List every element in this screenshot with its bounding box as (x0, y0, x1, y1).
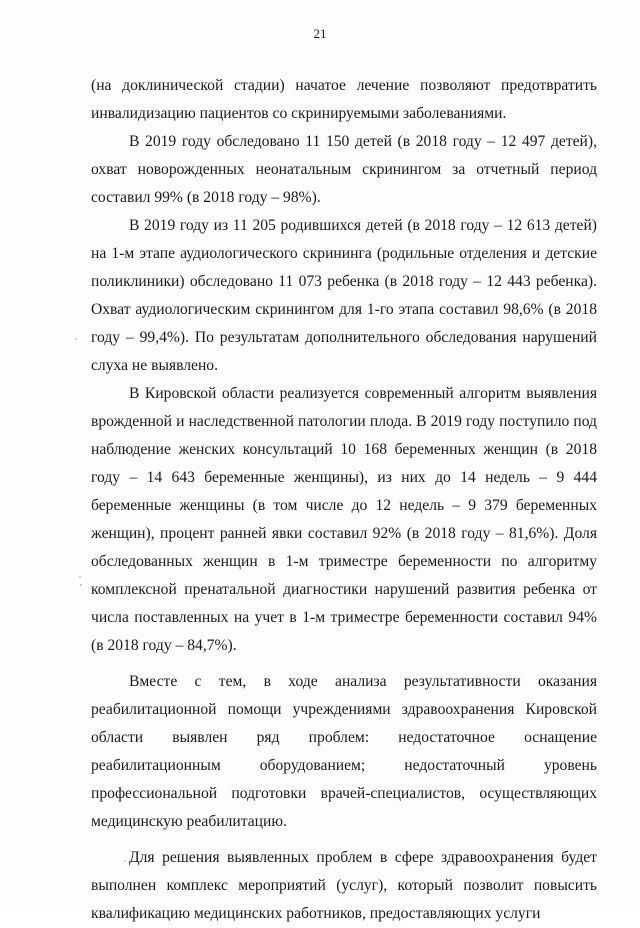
paragraph-planned-measures: Для решения выявленных проблем в сфере здравоохранения будет выполнен комплекс мероприятий (услуг), который позволит повысить квалификацию медицинских работников, предоставляющих услуги (91, 849, 597, 922)
page-number: 21 (313, 26, 327, 41)
scan-speck (79, 576, 81, 578)
paragraph-audiological-screening: В 2019 году из 11 205 родившихся детей (в 2018 году – 12 613 детей) на 1-м этапе аудиологического скрининга (родильные отделения и детские поликлиники) обследовано 11 073 ребенка (в 2018 году – 12 443 ребенка). Охват аудиологическим скринингом для 1-го этапа составил 98,6% (в 2018 году – 99,4%). По результатам дополнительного обследования нарушений слуха не выявлено. (91, 217, 597, 374)
scan-speck (75, 338, 77, 340)
paragraph-prenatal-diagnostics: В Кировской области реализуется современный алгоритм выявления врожденной и наследственной патологии плода. В 2019 году поступило под наблюдение женских консультаций 10 168 беременных женщин (в 2018 году – 14 643 беременные женщины), из них до 14 недель – 9 444 беременные женщины (в том числе до 12 недель – 9 379 беременных женщин), процент ранней явки составил 92% (в 2018 году – 81,6%). Доля обследованных женщин в 1-м триместре беременности по алгоритму комплексной пренатальной диагностики нарушений развития ребенка от числа поставленных на учет в 1-м триместре беременности составил 94% (в 2018 году – 84,7%). (91, 385, 597, 654)
paragraph-rehabilitation-problems: Вместе с тем, в ходе анализа результативности оказания реабилитационной помощи учреждениями здравоохранения Кировской области выявлен ряд проблем: недостаточное оснащение реабилитационным оборудованием; недостаточный уровень профессиональной подготовки врачей-специалистов, осуществляющих медицинскую реабилитацию. (91, 673, 597, 830)
body-text (91, 72, 597, 928)
paragraph-neonatal-screening: В 2019 году обследовано 11 150 детей (в 2018 году – 12 497 детей), охват новорожденных неонатальным скринингом за отчетный период составил 99% (в 2018 году – 98%). (91, 133, 597, 206)
scan-speck (80, 584, 82, 586)
scan-speck (124, 860, 126, 862)
paragraph-continuation: (на доклинической стадии) начатое лечение позволяют предотвратить инвалидизацию пациентов со скринируемыми заболеваниями. (91, 77, 597, 122)
